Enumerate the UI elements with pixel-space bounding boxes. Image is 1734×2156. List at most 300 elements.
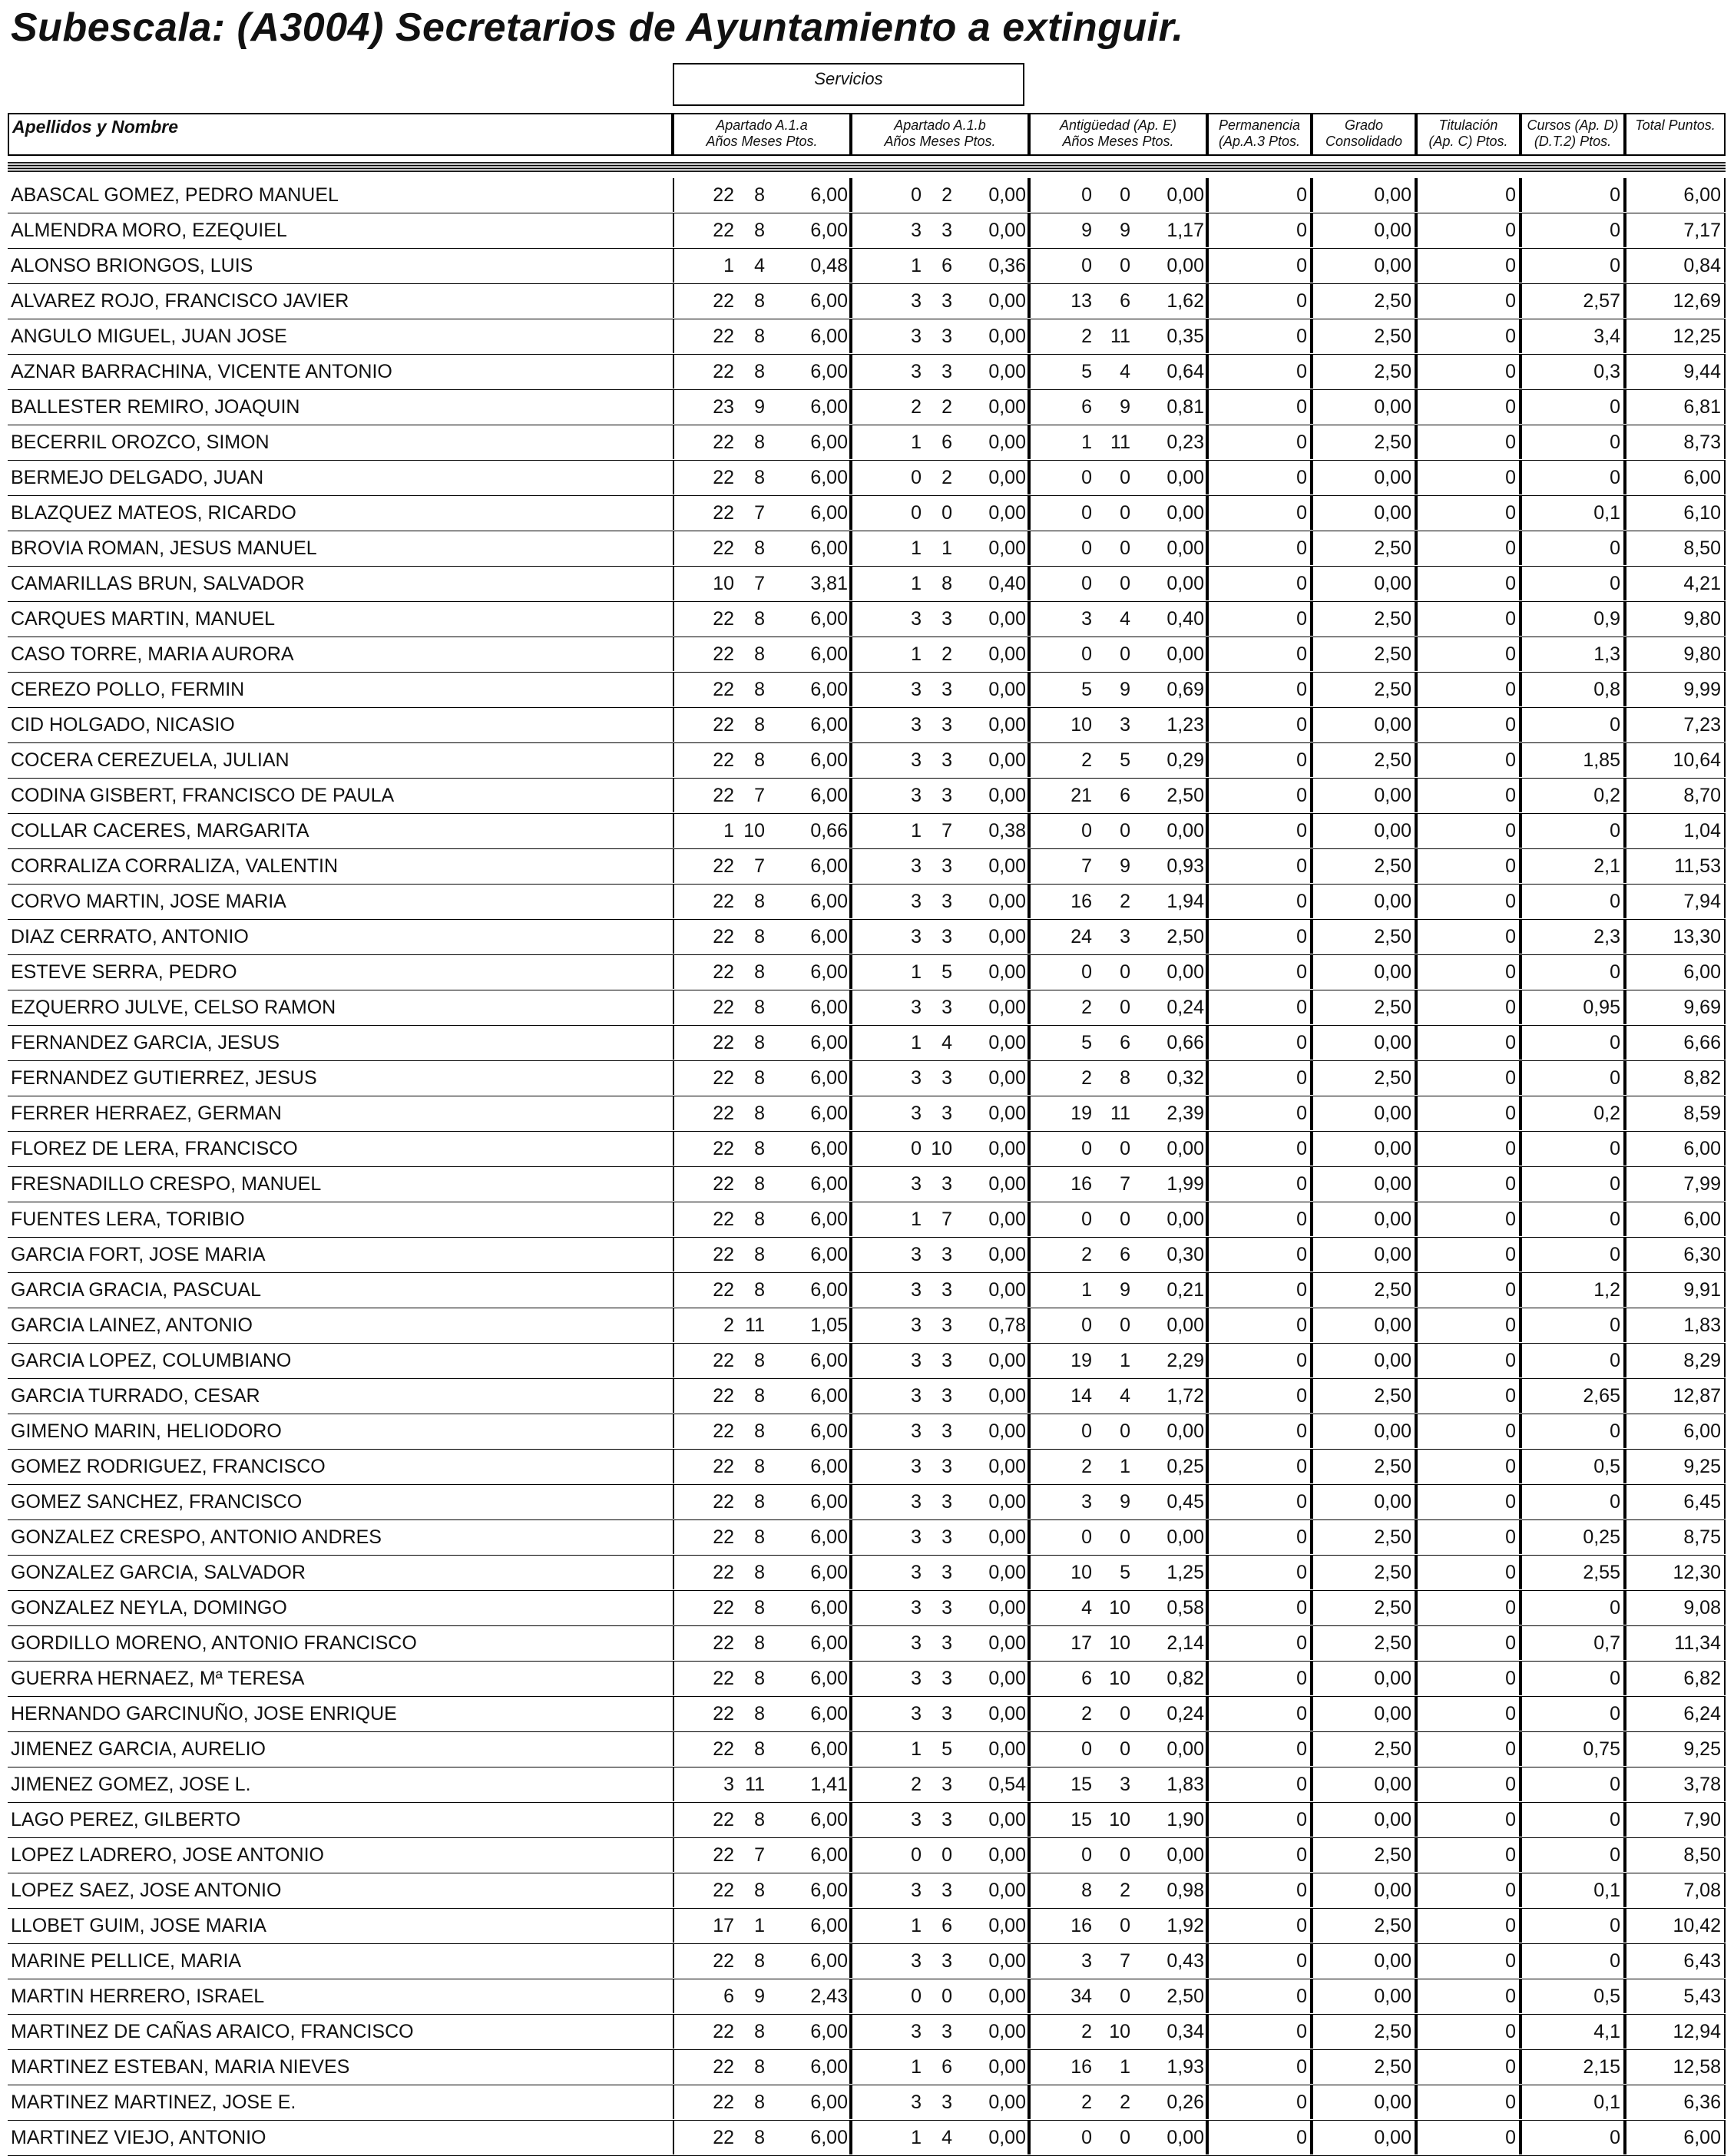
cell-a1a-months: 8	[754, 1950, 765, 1972]
cell-titulacion: 0	[1416, 355, 1521, 389]
cell-antiguedad-years: 7	[1081, 855, 1092, 877]
cell-group-a1a	[673, 1202, 851, 1236]
cell-antiguedad-years: 24	[1071, 926, 1092, 947]
cell-a1a-points: 6,00	[810, 1456, 848, 1477]
cell-group-a1a	[673, 1344, 851, 1377]
table-row	[8, 1979, 1726, 2015]
cell-antiguedad-points: 0,34	[1166, 2021, 1204, 2042]
cell-total: 6,10	[1625, 496, 1726, 530]
cell-a1a-months: 8	[754, 1385, 765, 1407]
cell-titulacion: 0	[1416, 1803, 1521, 1837]
cell-antiguedad-years: 2	[1081, 997, 1092, 1018]
cell-group-a1a	[673, 1803, 851, 1837]
cell-permanencia: 0	[1207, 1838, 1312, 1872]
cell-group-a1b	[851, 425, 1029, 459]
cell-group-antiguedad	[1029, 743, 1207, 777]
cell-group-a1a	[673, 1697, 851, 1731]
cell-group-a1a	[673, 1626, 851, 1660]
cell-antiguedad-points: 0,66	[1166, 1032, 1204, 1053]
cell-a1b-months: 3	[941, 220, 952, 241]
cell-antiguedad-months: 10	[1109, 1597, 1130, 1619]
table-row	[8, 567, 1726, 602]
table-body	[8, 178, 1726, 2156]
cell-antiguedad-months: 10	[1109, 1809, 1130, 1830]
cell-group-a1a	[673, 1238, 851, 1271]
cell-antiguedad-points: 2,29	[1166, 1350, 1204, 1371]
cell-group-a1b	[851, 885, 1029, 918]
cell-a1a-months: 9	[754, 1986, 765, 2007]
cell-group-a1a	[673, 1520, 851, 1554]
cell-antiguedad-points: 0,00	[1166, 537, 1204, 559]
cell-a1a-points: 6,00	[810, 1209, 848, 1230]
cell-antiguedad-months: 0	[1120, 573, 1130, 594]
cell-a1b-months: 7	[941, 820, 952, 842]
cell-a1a-years: 22	[713, 1244, 734, 1265]
cell-a1b-months: 6	[941, 2056, 952, 2078]
cell-titulacion: 0	[1416, 1838, 1521, 1872]
cell-group-a1b	[851, 1344, 1029, 1377]
cell-antiguedad-points: 0,64	[1166, 361, 1204, 382]
cell-a1a-months: 8	[754, 961, 765, 983]
table-row	[8, 849, 1726, 885]
cell-a1a-years: 22	[713, 326, 734, 347]
table-row	[8, 496, 1726, 531]
cell-name: MARTINEZ VIEJO, ANTONIO	[11, 2127, 266, 2148]
cell-group-antiguedad	[1029, 1026, 1207, 1060]
cell-grado: 0,00	[1312, 213, 1416, 247]
cell-grado: 0,00	[1312, 1202, 1416, 1236]
cell-cursos: 0,1	[1521, 2085, 1625, 2119]
cell-group-a1b	[851, 1697, 1029, 1731]
cell-antiguedad-points: 0,00	[1166, 961, 1204, 983]
cell-antiguedad-months: 0	[1120, 1314, 1130, 1336]
cell-group-antiguedad	[1029, 355, 1207, 389]
table-header	[8, 113, 1726, 156]
cell-a1a-months: 8	[754, 290, 765, 312]
cell-a1b-points: 0,00	[988, 1420, 1026, 1442]
cell-titulacion: 0	[1416, 1061, 1521, 1095]
cell-a1b-points: 0,00	[988, 679, 1026, 700]
cell-group-antiguedad	[1029, 1132, 1207, 1166]
cell-a1a-years: 6	[723, 1986, 734, 2007]
table-row	[8, 637, 1726, 673]
cell-antiguedad-months: 0	[1120, 1703, 1130, 1724]
cell-a1b-points: 0,00	[988, 643, 1026, 665]
cell-a1a-months: 8	[754, 1597, 765, 1619]
cell-antiguedad-points: 0,29	[1166, 749, 1204, 771]
cell-antiguedad-months: 10	[1109, 1632, 1130, 1654]
cell-name: GARCIA LAINEZ, ANTONIO	[11, 1314, 253, 1336]
cell-group-a1b	[851, 319, 1029, 353]
cell-total: 6,00	[1625, 2121, 1726, 2154]
cell-a1b-months: 4	[941, 1032, 952, 1053]
cell-name: GONZALEZ NEYLA, DOMINGO	[11, 1597, 287, 1619]
cell-a1b-years: 3	[911, 926, 922, 947]
cell-a1b-months: 3	[941, 1774, 952, 1795]
cell-titulacion: 0	[1416, 531, 1521, 565]
cell-name: CEREZO POLLO, FERMIN	[11, 679, 245, 700]
cell-cursos: 2,55	[1521, 1556, 1625, 1589]
cell-antiguedad-years: 2	[1081, 2092, 1092, 2113]
cell-total: 4,21	[1625, 567, 1726, 600]
cell-antiguedad-months: 0	[1120, 961, 1130, 983]
cell-group-a1b	[851, 249, 1029, 283]
cell-group-a1a	[673, 1308, 851, 1342]
cell-antiguedad-months: 0	[1120, 1844, 1130, 1866]
cell-titulacion: 0	[1416, 1238, 1521, 1271]
cell-antiguedad-points: 0,93	[1166, 855, 1204, 877]
cell-grado: 0,00	[1312, 1944, 1416, 1978]
cell-a1a-months: 8	[754, 679, 765, 700]
cell-titulacion: 0	[1416, 2085, 1521, 2119]
cell-total: 5,43	[1625, 1979, 1726, 2013]
cell-a1a-years: 23	[713, 396, 734, 418]
cell-antiguedad-years: 0	[1081, 502, 1092, 524]
cell-group-antiguedad	[1029, 1414, 1207, 1448]
cell-antiguedad-months: 0	[1120, 643, 1130, 665]
table-row	[8, 425, 1726, 461]
cell-permanencia: 0	[1207, 355, 1312, 389]
table-row	[8, 1662, 1726, 1697]
cell-cursos: 0,5	[1521, 1450, 1625, 1483]
cell-titulacion: 0	[1416, 1944, 1521, 1978]
cell-name: EZQUERRO JULVE, CELSO RAMON	[11, 997, 336, 1018]
cell-grado: 2,50	[1312, 1626, 1416, 1660]
cell-group-a1b	[851, 2015, 1029, 2049]
cell-a1b-points: 0,00	[988, 997, 1026, 1018]
cell-antiguedad-months: 0	[1120, 1526, 1130, 1548]
cell-a1a-years: 22	[713, 891, 734, 912]
cell-a1a-months: 8	[754, 2127, 765, 2148]
cell-grado: 0,00	[1312, 708, 1416, 742]
cell-a1a-years: 22	[713, 1668, 734, 1689]
cell-titulacion: 0	[1416, 1873, 1521, 1907]
cell-permanencia: 0	[1207, 249, 1312, 283]
cell-total: 0,84	[1625, 249, 1726, 283]
cell-name: CARQUES MARTIN, MANUEL	[11, 608, 276, 630]
cell-a1a-points: 2,43	[810, 1986, 848, 2007]
cell-titulacion: 0	[1416, 1026, 1521, 1060]
cell-group-a1a	[673, 1662, 851, 1695]
cell-a1a-years: 22	[713, 1703, 734, 1724]
cell-group-antiguedad	[1029, 425, 1207, 459]
cell-antiguedad-points: 1,72	[1166, 1385, 1204, 1407]
cell-a1a-months: 8	[754, 537, 765, 559]
cell-a1a-months: 7	[754, 573, 765, 594]
cell-a1a-years: 22	[713, 467, 734, 488]
table-row	[8, 1838, 1726, 1873]
cell-antiguedad-points: 0,00	[1166, 2127, 1204, 2148]
cell-name: COCERA CEREZUELA, JULIAN	[11, 749, 290, 771]
cell-a1b-years: 1	[911, 1915, 922, 1936]
table-row	[8, 1944, 1726, 1979]
cell-permanencia: 0	[1207, 1944, 1312, 1978]
cell-a1b-points: 0,00	[988, 1915, 1026, 1936]
cell-grado: 0,00	[1312, 461, 1416, 494]
cell-a1b-years: 1	[911, 820, 922, 842]
cell-group-a1a	[673, 319, 851, 353]
cell-a1a-years: 22	[713, 1597, 734, 1619]
cell-antiguedad-years: 5	[1081, 361, 1092, 382]
cell-group-antiguedad	[1029, 637, 1207, 671]
cell-a1a-months: 10	[743, 820, 765, 842]
cell-permanencia: 0	[1207, 1238, 1312, 1271]
cell-permanencia: 0	[1207, 1202, 1312, 1236]
cell-name: BROVIA ROMAN, JESUS MANUEL	[11, 537, 317, 559]
cell-antiguedad-years: 0	[1081, 1314, 1092, 1336]
table-row	[8, 1556, 1726, 1591]
cell-a1b-months: 3	[941, 608, 952, 630]
cell-a1b-years: 3	[911, 1950, 922, 1972]
cell-group-antiguedad	[1029, 602, 1207, 636]
cell-a1b-months: 3	[941, 290, 952, 312]
cell-cursos: 0	[1521, 1132, 1625, 1166]
cell-a1a-months: 8	[754, 1244, 765, 1265]
cell-cursos: 0	[1521, 531, 1625, 565]
cell-antiguedad-months: 0	[1120, 1209, 1130, 1230]
cell-cursos: 0	[1521, 1909, 1625, 1943]
cell-antiguedad-points: 0,81	[1166, 396, 1204, 418]
cell-group-a1a	[673, 567, 851, 600]
cell-cursos: 2,15	[1521, 2050, 1625, 2084]
cell-a1b-months: 6	[941, 1915, 952, 1936]
table-row	[8, 2121, 1726, 2156]
cell-antiguedad-years: 1	[1081, 1279, 1092, 1301]
cell-a1b-years: 3	[911, 1314, 922, 1336]
cell-group-a1a	[673, 425, 851, 459]
cell-a1a-months: 8	[754, 1350, 765, 1371]
cell-antiguedad-points: 0,23	[1166, 432, 1204, 453]
cell-a1a-years: 22	[713, 997, 734, 1018]
cell-group-antiguedad	[1029, 849, 1207, 883]
cell-a1b-years: 1	[911, 1209, 922, 1230]
page-title: Subescala: (A3004) Secretarios de Ayuntamiento a extinguir.	[11, 5, 1184, 50]
table-row	[8, 1308, 1726, 1344]
cell-permanencia: 0	[1207, 1767, 1312, 1801]
cell-a1a-points: 0,48	[810, 255, 848, 276]
cell-a1a-years: 22	[713, 2092, 734, 2113]
cell-a1a-years: 22	[713, 608, 734, 630]
cell-a1b-points: 0,36	[988, 255, 1026, 276]
cell-name: GARCIA TURRADO, CESAR	[11, 1385, 260, 1407]
cell-antiguedad-years: 10	[1071, 1562, 1092, 1583]
cell-a1a-years: 22	[713, 184, 734, 206]
cell-a1a-points: 6,00	[810, 1032, 848, 1053]
cell-a1a-points: 6,00	[810, 1420, 848, 1442]
cell-a1a-points: 3,81	[810, 573, 848, 594]
cell-group-a1a	[673, 213, 851, 247]
cell-titulacion: 0	[1416, 1979, 1521, 2013]
cell-a1b-months: 3	[941, 1420, 952, 1442]
cell-antiguedad-years: 0	[1081, 1138, 1092, 1159]
cell-cursos: 1,3	[1521, 637, 1625, 671]
header-total: Total Puntos.	[1625, 113, 1726, 156]
cell-a1b-months: 2	[941, 643, 952, 665]
cell-group-antiguedad	[1029, 779, 1207, 812]
cell-group-antiguedad	[1029, 814, 1207, 848]
cell-a1a-years: 22	[713, 961, 734, 983]
cell-permanencia: 0	[1207, 1273, 1312, 1307]
cell-name: BALLESTER REMIRO, JOAQUIN	[11, 396, 300, 418]
cell-a1b-points: 0,54	[988, 1774, 1026, 1795]
cell-a1b-years: 0	[911, 1844, 922, 1866]
cell-cursos: 0	[1521, 1238, 1625, 1271]
cell-cursos: 0	[1521, 567, 1625, 600]
cell-antiguedad-months: 8	[1120, 1067, 1130, 1089]
cell-a1b-years: 3	[911, 1597, 922, 1619]
cell-cursos: 0	[1521, 1662, 1625, 1695]
cell-a1a-years: 22	[713, 1456, 734, 1477]
cell-name: LLOBET GUIM, JOSE MARIA	[11, 1915, 266, 1936]
cell-a1a-points: 6,00	[810, 1950, 848, 1972]
table-row	[8, 249, 1726, 284]
cell-a1a-years: 10	[713, 573, 734, 594]
cell-a1a-months: 8	[754, 1632, 765, 1654]
cell-group-a1a	[673, 284, 851, 318]
cell-antiguedad-years: 5	[1081, 679, 1092, 700]
cell-cursos: 1,85	[1521, 743, 1625, 777]
cell-group-antiguedad	[1029, 461, 1207, 494]
cell-cursos: 0	[1521, 1344, 1625, 1377]
cell-permanencia: 0	[1207, 1485, 1312, 1519]
cell-antiguedad-months: 11	[1110, 1103, 1130, 1124]
cell-cursos: 0,5	[1521, 1979, 1625, 2013]
cell-total: 7,17	[1625, 213, 1726, 247]
cell-a1b-years: 3	[911, 1809, 922, 1830]
cell-antiguedad-months: 6	[1120, 1244, 1130, 1265]
cell-name: GIMENO MARIN, HELIODORO	[11, 1420, 282, 1442]
cell-name: CORRALIZA CORRALIZA, VALENTIN	[11, 855, 339, 877]
cell-a1a-years: 22	[713, 1491, 734, 1513]
cell-a1b-points: 0,00	[988, 1668, 1026, 1689]
cell-group-a1a	[673, 1132, 851, 1166]
cell-total: 8,50	[1625, 1838, 1726, 1872]
cell-permanencia: 0	[1207, 319, 1312, 353]
table-row	[8, 355, 1726, 390]
cell-group-antiguedad	[1029, 496, 1207, 530]
cell-total: 7,08	[1625, 1873, 1726, 1907]
table-row	[8, 1096, 1726, 1132]
cell-cursos: 2,1	[1521, 849, 1625, 883]
cell-antiguedad-points: 0,24	[1166, 1703, 1204, 1724]
cell-permanencia: 0	[1207, 1909, 1312, 1943]
table-row	[8, 885, 1726, 920]
cell-group-a1a	[673, 1167, 851, 1201]
cell-a1b-points: 0,00	[988, 926, 1026, 947]
cell-a1a-years: 22	[713, 290, 734, 312]
cell-antiguedad-months: 9	[1120, 1279, 1130, 1301]
cell-a1b-months: 10	[931, 1138, 952, 1159]
cell-a1b-years: 0	[911, 1138, 922, 1159]
cell-total: 10,42	[1625, 1909, 1726, 1943]
cell-cursos: 0	[1521, 1026, 1625, 1060]
cell-a1a-months: 8	[754, 1456, 765, 1477]
cell-a1a-years: 22	[713, 2056, 734, 2078]
cell-total: 9,25	[1625, 1732, 1726, 1766]
cell-grado: 0,00	[1312, 1979, 1416, 2013]
cell-a1a-years: 22	[713, 2021, 734, 2042]
cell-a1a-points: 6,00	[810, 608, 848, 630]
cell-antiguedad-years: 0	[1081, 2127, 1092, 2148]
cell-group-antiguedad	[1029, 178, 1207, 212]
cell-group-a1a	[673, 390, 851, 424]
cell-group-a1a	[673, 637, 851, 671]
cell-antiguedad-years: 6	[1081, 1668, 1092, 1689]
cell-a1a-years: 22	[713, 749, 734, 771]
cell-a1b-years: 3	[911, 2021, 922, 2042]
cell-name: CAMARILLAS BRUN, SALVADOR	[11, 573, 305, 594]
cell-a1b-years: 3	[911, 1703, 922, 1724]
cell-grado: 2,50	[1312, 920, 1416, 954]
cell-permanencia: 0	[1207, 1556, 1312, 1589]
cell-antiguedad-points: 0,32	[1166, 1067, 1204, 1089]
cell-group-a1a	[673, 673, 851, 706]
cell-grado: 0,00	[1312, 249, 1416, 283]
cell-a1a-years: 22	[713, 643, 734, 665]
cell-titulacion: 0	[1416, 1662, 1521, 1695]
cell-a1b-months: 2	[941, 396, 952, 418]
cell-titulacion: 0	[1416, 461, 1521, 494]
cell-a1a-years: 22	[713, 1067, 734, 1089]
cell-name: GUERRA HERNAEZ, Mª TERESA	[11, 1668, 305, 1689]
cell-a1b-years: 0	[911, 184, 922, 206]
cell-a1b-points: 0,00	[988, 785, 1026, 806]
cell-titulacion: 0	[1416, 1732, 1521, 1766]
cell-a1a-points: 6,00	[810, 926, 848, 947]
cell-group-a1b	[851, 637, 1029, 671]
cell-a1b-points: 0,00	[988, 2021, 1026, 2042]
cell-antiguedad-months: 0	[1120, 467, 1130, 488]
cell-a1b-years: 1	[911, 537, 922, 559]
cell-total: 13,30	[1625, 920, 1726, 954]
cell-group-a1b	[851, 1944, 1029, 1978]
cell-titulacion: 0	[1416, 1556, 1521, 1589]
cell-group-antiguedad	[1029, 213, 1207, 247]
cell-total: 9,99	[1625, 673, 1726, 706]
cell-group-a1a	[673, 355, 851, 389]
table-row	[8, 390, 1726, 425]
cell-a1b-points: 0,00	[988, 1067, 1026, 1089]
cell-total: 6,43	[1625, 1944, 1726, 1978]
cell-antiguedad-points: 0,00	[1166, 1738, 1204, 1760]
cell-a1b-months: 3	[941, 1491, 952, 1513]
cell-group-antiguedad	[1029, 1732, 1207, 1766]
cell-name: JIMENEZ GOMEZ, JOSE L.	[11, 1774, 251, 1795]
cell-group-a1a	[673, 2085, 851, 2119]
cell-cursos: 2,3	[1521, 920, 1625, 954]
cell-a1a-months: 8	[754, 643, 765, 665]
cell-a1a-points: 6,00	[810, 184, 848, 206]
cell-total: 11,34	[1625, 1626, 1726, 1660]
cell-group-antiguedad	[1029, 1697, 1207, 1731]
cell-group-a1b	[851, 284, 1029, 318]
cell-a1a-points: 6,00	[810, 1703, 848, 1724]
cell-antiguedad-months: 9	[1120, 220, 1130, 241]
cell-antiguedad-months: 0	[1120, 2127, 1130, 2148]
cell-a1a-months: 8	[754, 608, 765, 630]
cell-antiguedad-months: 7	[1120, 1173, 1130, 1195]
cell-cursos: 0	[1521, 1167, 1625, 1201]
cell-a1a-points: 6,00	[810, 2092, 848, 2113]
cell-titulacion: 0	[1416, 990, 1521, 1024]
cell-a1a-years: 22	[713, 1880, 734, 1901]
cell-group-antiguedad	[1029, 1838, 1207, 1872]
cell-a1b-months: 0	[941, 1844, 952, 1866]
cell-a1b-years: 0	[911, 467, 922, 488]
cell-antiguedad-months: 9	[1120, 679, 1130, 700]
table-row	[8, 531, 1726, 567]
cell-a1a-points: 6,00	[810, 1067, 848, 1089]
